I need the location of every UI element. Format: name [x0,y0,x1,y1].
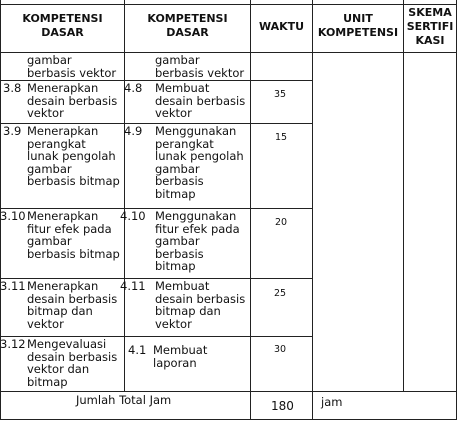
kd4-text [155,82,245,120]
text-line: Menerapkan [27,81,99,95]
kd4-number: 4.1 [128,343,147,357]
text-line: Menggunakan [155,124,237,138]
grid-line [250,0,251,420]
text-line: bitmap dan [155,304,221,319]
text-line: fitur efek pada [27,221,112,236]
kd4-text [155,280,245,330]
total-unit: jam [321,395,343,409]
kd3-number: 3.8 [3,81,22,95]
text-line: berbasis vektor [27,65,117,80]
text-line: bitmap dan [27,304,93,319]
header-waktu [251,20,312,34]
text-line: desain berbasis [27,349,118,364]
kd3-text [27,338,117,388]
text-line: Membuat [155,279,210,293]
header-label: KOMPETENSI DASAR [147,12,228,39]
kd3-number: 3.10 [0,209,26,223]
waktu-value: 30 [274,344,287,355]
text-line: perangkat [27,136,86,151]
header-label: KOMPETENSI DASAR [22,12,103,39]
text-line: desain berbasis [155,291,246,306]
header-unit-kompetensi [313,12,403,40]
kd4-number: 4.9 [124,124,143,138]
text-line: gambar [155,161,200,176]
grid-line [0,391,457,392]
kd3-number: 3.9 [3,124,22,138]
text-line: berbasis bitmap [27,174,120,189]
text-line: gambar [27,53,72,67]
grid-line [0,419,457,420]
grid-line [312,0,313,420]
total-value: 180 [271,399,294,413]
text-line: Membuat [153,343,208,357]
text-line: Menerapkan [27,209,99,223]
kd4-number: 4.8 [124,81,143,95]
header-label: SKEMA SERTIFIKASI [406,6,454,47]
text-line: vektor [27,316,64,331]
text-line: laporan [153,355,197,370]
grid-line [0,4,457,5]
kd4-text [155,125,244,201]
text-line: fitur efek pada [155,221,240,236]
kd4-text [153,344,207,369]
header-skema-sertifikasi [404,6,456,48]
header-kompetensi-dasar-4 [126,12,249,40]
text-line: berbasis bitmap [27,246,120,261]
grid-line [124,0,125,391]
header-label: UNIT KOMPETENSI [317,12,399,39]
kd4-number: 4.10 [120,209,146,223]
kd3-number: 3.11 [0,279,26,293]
waktu-value: 15 [275,132,288,143]
kd4-text [155,54,244,79]
text-line: gambar [27,234,72,249]
text-line: lunak pengolah [155,149,244,164]
text-line: desain berbasis [27,291,118,306]
text-line: bitmap [155,259,196,274]
waktu-value: 35 [274,89,287,100]
text-line: vektor [27,106,64,121]
kd4-number: 4.11 [120,279,146,293]
text-line: desain berbasis [27,93,118,108]
text-line: vektor [155,316,192,331]
text-line: berbasis [155,246,204,261]
text-line: Membuat [155,81,210,95]
kd3-text [27,280,117,330]
text-line: gambar [27,161,72,176]
text-line: lunak pengolah [27,149,116,164]
text-line: bitmap [27,374,68,389]
text-line: vektor dan [27,362,90,377]
text-line: perangkat [155,136,214,151]
kd3-text [27,210,120,260]
text-line: gambar [155,234,200,249]
text-line: Mengevaluasi [27,337,107,351]
text-line: berbasis vektor [155,65,245,80]
waktu-value: 20 [275,217,288,228]
header-label: WAKTU [258,20,305,33]
kd4-text [155,210,240,273]
kd3-number: 3.12 [0,337,26,351]
text-line: vektor [155,106,192,121]
kd3-text [27,54,116,79]
text-line: gambar [155,53,200,67]
waktu-value: 25 [274,288,287,299]
kd3-text [27,82,117,120]
text-line: desain berbasis [155,93,246,108]
grid-line [403,0,404,391]
total-label: Jumlah Total Jam [76,393,172,407]
kd3-text [27,125,120,188]
text-line: bitmap [155,186,196,201]
text-line: berbasis [155,174,204,189]
header-kompetensi-dasar-3 [2,12,123,40]
text-line: Menerapkan [27,279,99,293]
text-line: Menggunakan [155,209,237,223]
text-line: Menerapkan [27,124,99,138]
